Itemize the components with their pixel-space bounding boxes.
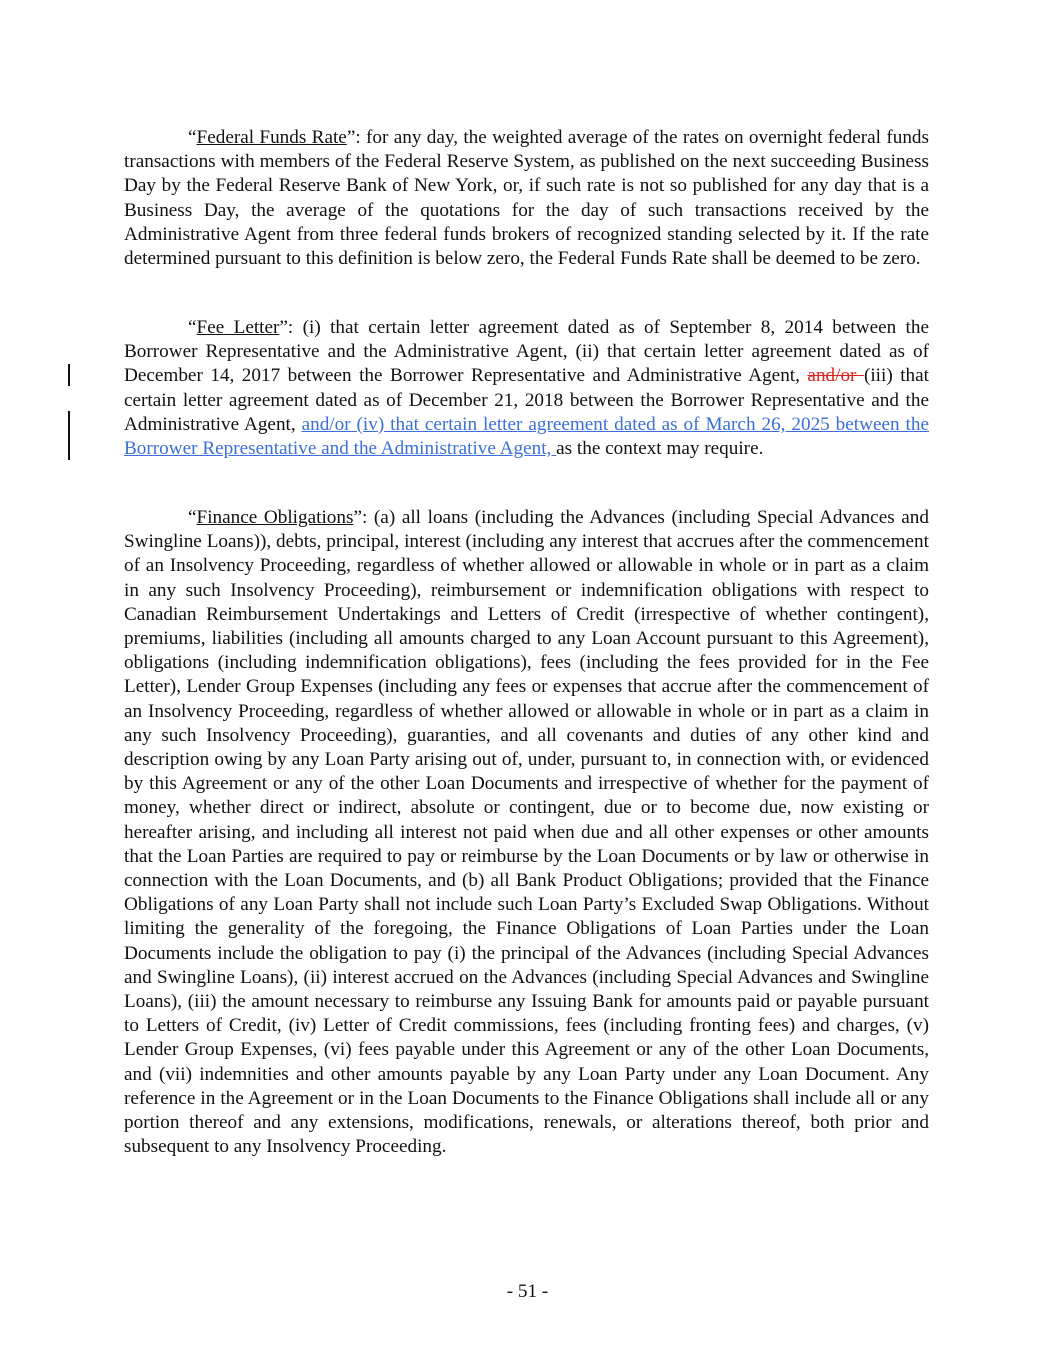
defined-term: Fee Letter bbox=[196, 317, 280, 338]
close-quote: ”: bbox=[279, 317, 294, 338]
definition-finance-obligations bbox=[124, 506, 929, 1159]
definition-text: (i) that certain letter agreement dated as of September 8, 2014 between the Borrower Representative and the Administrative Agent, (ii) that certain letter agreement dated as of December 14, 2017 between the Borrower Representative and Administrative Agent, bbox=[124, 317, 929, 387]
definition-text: as the context may require. bbox=[556, 438, 764, 460]
open-quote: “ bbox=[188, 127, 197, 148]
definition-federal-funds-rate bbox=[124, 126, 929, 271]
deleted-text: and/or bbox=[807, 365, 864, 387]
definition-fee-letter bbox=[124, 316, 929, 461]
defined-term: Finance Obligations bbox=[196, 507, 354, 528]
open-quote: “ bbox=[188, 317, 197, 338]
page-number: - 51 - bbox=[506, 1281, 549, 1302]
definition-text: for any day, the weighted average of the rates on overnight federal funds transactions with members of the Federal Reserve System, as published on the next succeeding Business Day by the Federal Reserve Bank of New York, or, if such rate is not so published for any day that is a Business Day, the average of the quotations for the day of such transactions received by the Administrative Agent from three federal funds brokers of recognized standing selected by it. If the rate determined pursuant to this definition is below zero, the Federal Funds Rate shall be deemed to be zero. bbox=[124, 127, 929, 270]
change-bar bbox=[68, 364, 70, 386]
definition-text: (iii) that certain letter agreement dated as of December 21, 2018 between the Borrower Representative and the Administrative Agent, bbox=[124, 365, 929, 435]
defined-term: Federal Funds Rate bbox=[196, 127, 347, 148]
change-bar bbox=[68, 411, 70, 460]
definition-text: (a) all loans (including the Advances (including Special Advances and Swingline Loans)), debts, principal, interest (including any interest that accrues after the commencement of an Insolvency Proceeding, regardless of whether allowed or allowable in whole or in part as a claim in any such Insolvency Proceeding), reimbursement or indemnification obligations with respect to Canadian Reimbursement Undertakings and Letters of Credit (irrespective of whether contingent), premiums, liabilities (including all amounts charged to any Loan Account pursuant to this Agreement), obligations (including indemnification obligations), fees (including the fees provided for in the Fee Letter), Lender Group Expenses (including any fees or expenses that accrue after the commencement of an Insolvency Proceeding, regardless of whether allowed or allowable in whole or in part as a claim in any such Insolvency Proceeding), guaranties, and all covenants and duties of any other kind and description owing by any Loan Party arising out of, under, pursuant to, in connection with, or evidenced by this Agreement or any of the other Loan Documents and irrespective of whether for the payment of money, whether direct or indirect, absolute or contingent, due or to become due, now existing or hereafter arising, and including all interest not paid when due and all other expenses or other amounts that the Loan Parties are required to pay or reimburse by the Loan Documents or by law or otherwise in connection with the Loan Documents, and (b) all Bank Product Obligations; provided that the Finance Obligations of any Loan Party shall not include such Loan Party’s Excluded Swap Obligations. Without limiting the generality of the foregoing, the Finance Obligations of Loan Parties under the Loan Documents include the obligation to pay (i) the principal of the Advances (including Special Advances and Swingline Loans), (ii) interest accrued on the Advances (including Special Advances and Swingline Loans), (iii) the amount necessary to reimburse any Issuing Bank for amounts paid or payable pursuant to Letters of Credit, (iv) Letter of Credit commissions, fees (including fronting fees) and charges, (v) Lender Group Expenses, (vi) fees payable under this Agreement or any of the other Loan Documents, and (vii) indemnities and other amounts payable by any Loan Party under any Loan Document. Any reference in the Agreement or in the Loan Documents to the Finance Obligations shall include all or any portion thereof and any extensions, modifications, renewals, or alterations thereof, both prior and subsequent to any Insolvency Proceeding. bbox=[124, 507, 929, 1158]
close-quote: ”: bbox=[353, 507, 368, 528]
open-quote: “ bbox=[188, 507, 197, 528]
close-quote: ”: bbox=[346, 127, 361, 148]
inserted-text: and/or (iv) that certain letter agreement dated as of March 26, 2025 between the Borrower Representative and the Administrative Agent, bbox=[124, 413, 929, 460]
